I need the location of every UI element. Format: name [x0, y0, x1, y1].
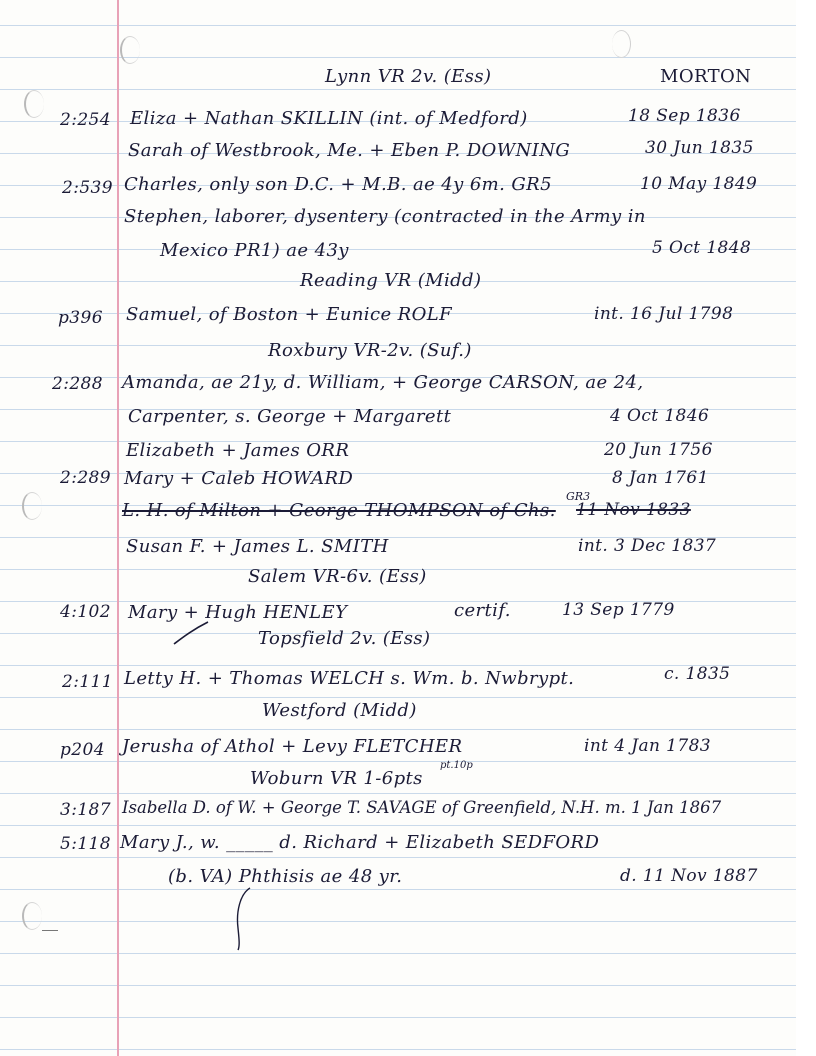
- pencil-mark: [42, 930, 58, 931]
- entry-date: 4 Oct 1846: [610, 406, 710, 426]
- entry-text: Mary J., w. _____ d. Richard + Elizabeth SEDFORD: [120, 832, 600, 853]
- entry-ref: 2:289: [60, 468, 111, 488]
- punch-hole-top-right: [612, 30, 631, 58]
- struck-entry-note: GR3: [566, 490, 591, 503]
- section-heading: Roxbury VR-2v. (Suf.): [268, 340, 472, 361]
- header-surname: MORTON: [660, 66, 752, 87]
- struck-entry-date: 11 Nov 1833: [576, 500, 691, 520]
- entry-ref: 2:254: [60, 110, 111, 130]
- entry-text: Sarah of Westbrook, Me. + Eben P. DOWNING: [128, 140, 571, 161]
- section-heading: Westford (Midd): [262, 700, 417, 721]
- entry-date: 30 Jun 1835: [645, 138, 754, 158]
- entry-ref: p396: [58, 308, 103, 328]
- entry-text: Mary + Caleb HOWARD: [124, 468, 354, 489]
- entry-note: certif.: [454, 600, 511, 621]
- entry-date: int 4 Jan 1783: [584, 736, 712, 756]
- entry-date: c. 1835: [664, 664, 731, 684]
- entry-date: 8 Jan 1761: [612, 468, 709, 488]
- entry-text: Mary + Hugh HENLEY: [128, 602, 348, 623]
- entry-text: Stephen, laborer, dysentery (contracted in the Army in: [124, 206, 646, 227]
- entry-date: 18 Sep 1836: [628, 106, 741, 126]
- entry-text: Elizabeth + James ORR: [126, 440, 350, 461]
- entry-text: Eliza + Nathan SKILLIN (int. of Medford): [130, 108, 528, 129]
- section-heading: Salem VR-6v. (Ess): [248, 566, 427, 587]
- entry-date: d. 11 Nov 1887: [620, 866, 758, 886]
- entry-ref: 5:118: [60, 834, 111, 854]
- entry-text: Isabella D. of W. + George T. SAVAGE of Greenfield, N.H. m. 1 Jan 1867: [122, 798, 722, 817]
- section-note: pt.10p: [440, 760, 473, 771]
- entry-text: Jerusha of Athol + Levy FLETCHER: [122, 736, 463, 757]
- entry-text: (b. VA) Phthisis ae 48 yr.: [168, 866, 403, 887]
- margin-line: [117, 0, 119, 1056]
- entry-ref: p204: [60, 740, 105, 760]
- underline-stroke: [172, 618, 212, 648]
- section-heading: Reading VR (Midd): [300, 270, 482, 291]
- entry-ref: 2:539: [62, 178, 113, 198]
- punch-hole-left-middle: [22, 492, 42, 520]
- header-title: Lynn VR 2v. (Ess): [325, 66, 492, 87]
- entry-text: Carpenter, s. George + Margarett: [128, 406, 452, 427]
- section-heading: Woburn VR 1-6pts: [250, 768, 423, 789]
- section-heading: Topsfield 2v. (Ess): [258, 628, 431, 649]
- entry-date: 10 May 1849: [640, 174, 758, 194]
- entry-ref: 3:187: [60, 800, 111, 820]
- entry-text: Charles, only son D.C. + M.B. ae 4y 6m. GR5: [124, 174, 552, 195]
- entry-ref: 4:102: [60, 602, 111, 622]
- entry-ref: 2:111: [62, 672, 113, 692]
- page-right-edge: [796, 0, 816, 1056]
- entry-text: Amanda, ae 21y, d. William, + George CARSON, ae 24,: [122, 372, 644, 393]
- punch-hole-left-lower: [22, 902, 42, 930]
- entry-date: 5 Oct 1848: [652, 238, 752, 258]
- entry-date: int. 3 Dec 1837: [578, 536, 717, 556]
- punch-hole-left-upper: [24, 90, 44, 118]
- entry-ref: 2:288: [52, 374, 103, 394]
- entry-date: 13 Sep 1779: [562, 600, 675, 620]
- entry-date: 20 Jun 1756: [604, 440, 713, 460]
- entry-text: Susan F. + James L. SMITH: [126, 536, 389, 557]
- entry-text: Mexico PR1) ae 43y: [160, 240, 349, 261]
- entry-text: Letty H. + Thomas WELCH s. Wm. b. Nwbrypt.: [124, 668, 575, 689]
- struck-entry-text: L. H. of Milton + George THOMPSON of Chs.: [122, 500, 556, 521]
- entry-date: int. 16 Jul 1798: [594, 304, 734, 324]
- bracket-stroke: [228, 884, 258, 954]
- punch-hole-top: [120, 36, 140, 64]
- entry-text: Samuel, of Boston + Eunice ROLF: [126, 304, 452, 325]
